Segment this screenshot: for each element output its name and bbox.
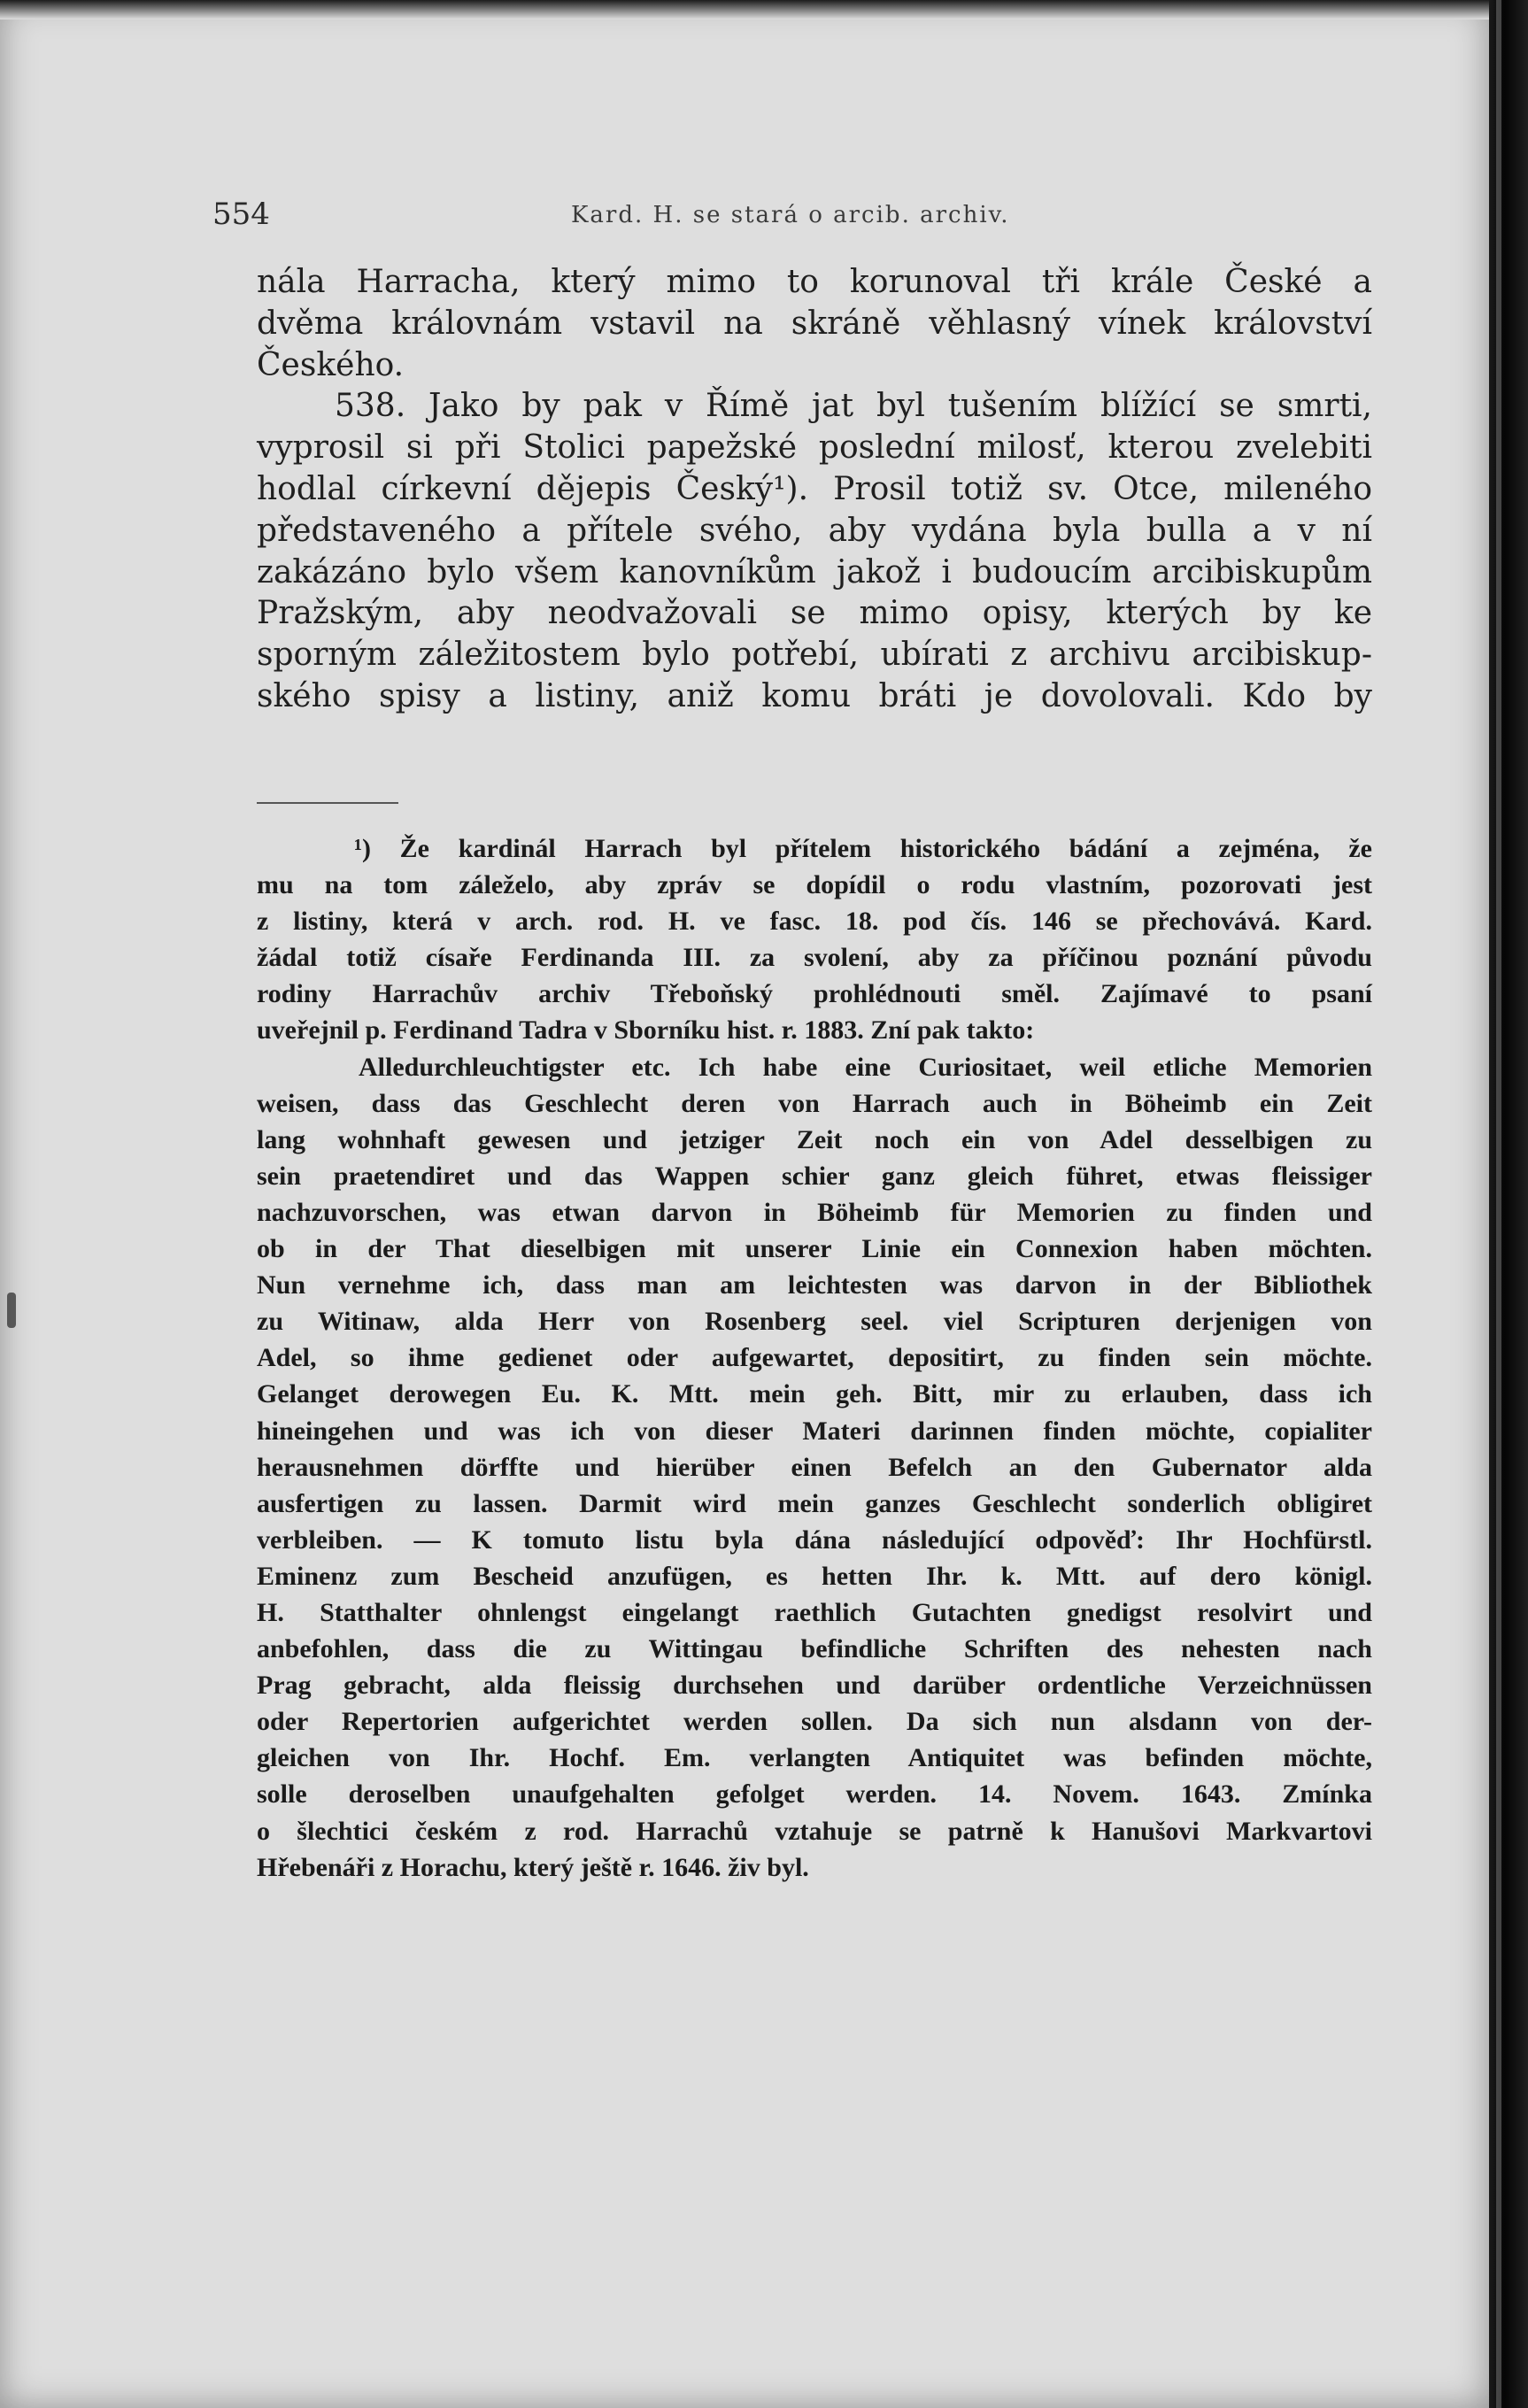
text-line: sporným záležitostem bylo potřebí, ubírati z archivu arcibiskup-	[257, 637, 1372, 674]
footnote-line: oder Repertorien aufgerichtet werden sollen. Da sich nun alsdann von der-	[257, 1707, 1372, 1737]
page-number: 554	[212, 197, 270, 232]
main-text	[257, 262, 1372, 718]
footnote-line: solle deroselben unaufgehalten gefolget werden. 14. Novem. 1643. Zmínka	[257, 1779, 1372, 1810]
footnote-line: z listiny, která v arch. rod. H. ve fasc. 18. pod čís. 146 se přechovává. Kard.	[257, 907, 1372, 937]
footnote-line: verbleiben. — K tomuto listu byla dána následující odpověď: Ihr Hochfürstl.	[257, 1524, 1372, 1555]
text-line: Pražským, aby neodvažovali se mimo opisy, kterých by ke	[257, 595, 1372, 632]
footnote-line: mu na tom záleželo, aby zpráv se dopídil o rodu vlastním, pozorovati jest	[257, 870, 1372, 900]
text-line: vyprosil si při Stolici papežské poslední milosť, kterou zvelebiti	[257, 429, 1372, 467]
footnote-line: herausnehmen dörffte und hierüber einen Befelch an den Gubernator alda	[257, 1452, 1372, 1482]
scan-right-border	[1489, 0, 1528, 2408]
text-line: představeného a přítele svého, aby vydána byla bulla a v ní	[257, 512, 1372, 549]
text-line: 538. Jako by pak v Římě jat byl tušením blížící se smrti,	[335, 388, 1372, 425]
running-title: Kard. H. se stará o arcib. archiv.	[571, 202, 1010, 228]
footnote-line: ob in der That dieselbigen mit unserer Linie ein Connexion haben möchten.	[257, 1234, 1372, 1264]
scan-right-line	[1496, 0, 1501, 2408]
text-line: hodlal církevní dějepis Český¹). Prosil totiž sv. Otce, milené​ho	[257, 470, 1372, 507]
footnote-line: rodiny Harrachův archiv Třeboňský prohlédnouti směl. Zajímavé to psaní	[257, 979, 1372, 1009]
text-line: dvěma královnám vstavil na skráně věhlasný vínek království	[257, 305, 1372, 342]
footnote-line: uveřejnil p. Ferdinand Tadra v Sborníku hist. r. 1883. Zní pak takto:	[257, 1015, 1035, 1046]
text-line: zakázáno bylo všem kanovníkům jakož i budoucím arcibiskupům	[257, 553, 1372, 590]
footnote-line: zu Witinaw, alda Herr von Rosenberg seel. viel Scripturen derjenigen von	[257, 1307, 1372, 1337]
footnote-line: H. Statthalter ohnlengst eingelangt raethlich Gutachten gnedigst resolvirt und	[257, 1597, 1372, 1627]
footnote-line: sein praetendiret und das Wappen schier ganz gleich führet, etwas fleissiger	[257, 1161, 1372, 1191]
footnote-line: Eminenz zum Bescheid anzufügen, es hetten Ihr. k. Mtt. auf dero königl.	[257, 1561, 1372, 1591]
scan-smudge	[7, 1293, 16, 1328]
text-line: Českého.	[257, 346, 405, 383]
footnote-line: weisen, dass das Geschlecht deren von Harrach auch in Böheimb ein Zeit	[257, 1088, 1372, 1118]
footnote-line: Adel, so ihme gedienet oder aufgewartet, depositirt, zu finden sein möchte.	[257, 1343, 1372, 1373]
footnote-line: hineingehen und was ich von dieser Materi darinnen finden möchte, copialiter	[257, 1416, 1372, 1446]
footnote-line: nachzuvorschen, was etwan darvon in Böheimb für Memorien zu finden und	[257, 1197, 1372, 1227]
text-line: nála Harracha, který mimo to korunoval tři krále České a	[257, 264, 1372, 300]
footnote-line: o šlechtici českém z rod. Harrachů vztahuje se patrně k Hanušovi Markvartovi	[257, 1816, 1372, 1846]
footnote-separator	[257, 802, 398, 804]
footnote	[257, 830, 1372, 1886]
footnote-line: anbefohlen, dass die zu Wittingau befindliche Schriften des nehesten nach	[257, 1634, 1372, 1664]
footnote-line: gleichen von Ihr. Hochf. Em. verlangten Antiquitet was befinden möchte,	[257, 1743, 1372, 1773]
footnote-line: žádal totiž císaře Ferdinanda III. za svolení, aby za příčinou poznání původu	[257, 943, 1372, 973]
footnote-line: Alledurchleuchtigster etc. Ich habe eine Curiositaet, weil etliche Memorien	[359, 1052, 1372, 1082]
scan-top-edge	[0, 0, 1489, 19]
footnote-line: ¹) Že kardinál Harrach byl přítelem historického bádání a zejména, že	[354, 834, 1372, 863]
footnote-line: Gelanget derowegen Eu. K. Mtt. mein geh. Bitt, mir zu erlauben, dass ich	[257, 1379, 1372, 1409]
footnote-line: Nun vernehme ich, dass man am leichtesten was darvon in der Bibliothek	[257, 1270, 1372, 1300]
footnote-line: ausfertigen zu lassen. Darmit wird mein ganzes Geschlecht sonderlich obligiret	[257, 1488, 1372, 1518]
footnote-line: Hřebenáři z Horachu, který ještě r. 1646. živ byl.	[257, 1852, 809, 1882]
text-line: ského spisy a listiny, aniž komu bráti je dovolovali. Kdo by	[257, 677, 1372, 714]
running-header	[212, 197, 1363, 241]
footnote-line: lang wohnhaft gewesen und jetziger Zeit noch ein von Adel desselbigen zu	[257, 1124, 1372, 1154]
footnote-line: Prag gebracht, alda fleissig durchsehen und darüber ordentliche Verzeichnüssen	[257, 1671, 1372, 1701]
